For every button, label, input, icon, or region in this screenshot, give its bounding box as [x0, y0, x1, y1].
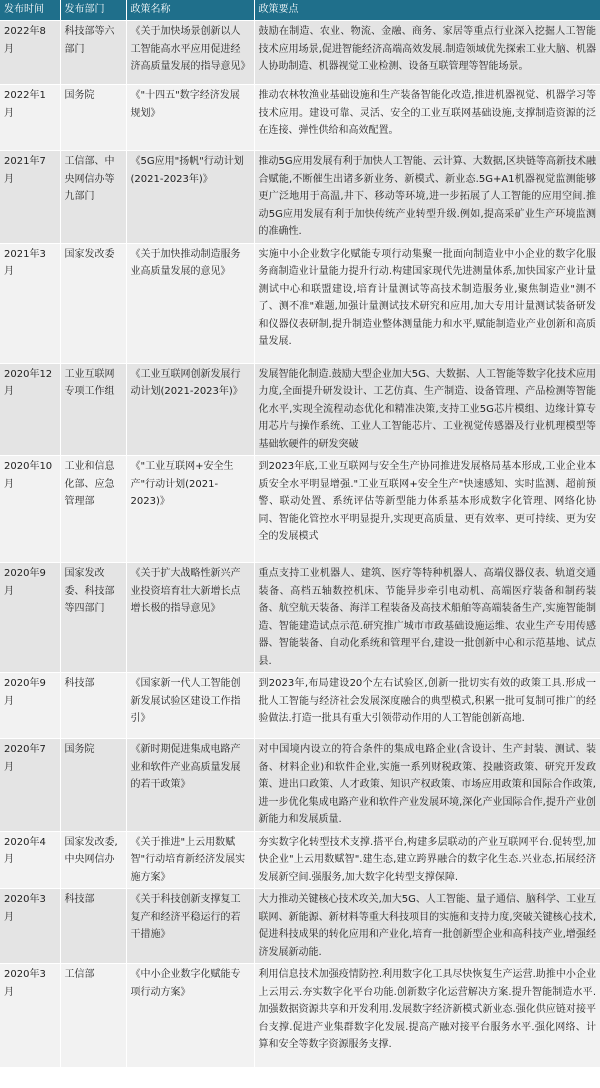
cell-date: 2020年10月 — [0, 456, 60, 563]
cell-dept: 工信部 — [60, 964, 126, 1067]
cell-policy-name: 《中小企业数字化赋能专项行动方案》 — [126, 964, 254, 1067]
cell-policy-name: 《新时期促进集成电路产业和软件产业高质量发展的若干政策》 — [126, 739, 254, 832]
header-policy-points: 政策要点 — [254, 0, 600, 21]
cell-dept: 科技部 — [60, 889, 126, 964]
cell-policy-points: 对中国境内设立的符合条件的集成电路企业(含设计、生产封装、测试、装备、材料企业)和软件企业,实施一系列财税政策、投融资政策、研究开发政策、进出口政策、人才政策、知识产权政策、市场应用政策和国际合作政策,进一步优化集成电路产业和软件产业发展环境,深化产业国际合作,提升产业创新能力和发展质量. — [254, 739, 600, 832]
cell-date: 2022年8月 — [0, 21, 60, 85]
cell-policy-points: 重点支持工业机器人、建筑、医疗等特种机器人、高端仪器仪表、轨道交通装备、高档五轴数控机床、节能异步牵引电动机、高端医疗装备和制药装备、航空航天装备、海洋工程装备及高技术船舶等高端装备生产,实施智能制造、智能建造试点示范.研究推广城市市政基础设施运维、农业生产专用传感器、智能装备、自动化系统和管理平台,建设一批创新中心和示范基地、试点县. — [254, 563, 600, 673]
cell-policy-name: 《关于扩大战略性新兴产业投资培育壮大新增长点增长极的指导意见》 — [126, 563, 254, 673]
cell-policy-points: 大力推动关键核心技术攻关,加大5G、人工智能、量子通信、脑科学、工业互联网、新能源、新材料等重大科技项目的实施和支持力度,突破关键核心技术,促进科技成果的转化应用和产业化,培育一批创新型企业和高科技产业,增强经济发展新动能. — [254, 889, 600, 964]
cell-policy-points: 实施中小企业数字化赋能专项行动集聚一批面向制造业中小企业的数字化服务商制造业计量能力提升行动.构建国家现代先进测量体系,加快国家产业计量测试中心和联盟建设,培育计量测试等高技术制造服务业,聚焦制造业"测不了、测不准"难题,加强计量测试技术研究和应用,加大专用计量测试装备研发和仪器仪表研制,提升制造业整体测量能力和水平,赋能制造业产业创新和高质量发展. — [254, 243, 600, 363]
table-row — [0, 563, 600, 673]
cell-dept: 国家发改委 — [60, 243, 126, 363]
header-policy-name: 政策名称 — [126, 0, 254, 21]
cell-dept: 工业和信息化部、应急管理部 — [60, 456, 126, 563]
cell-policy-name: 《5G应用"扬帆"行动计划(2021-2023年)》 — [126, 151, 254, 244]
table-row — [0, 151, 600, 244]
cell-policy-name: 《"十四五"数字经济发展规划》 — [126, 85, 254, 151]
cell-policy-points: 到2023年,布局建设20个左右试验区,创新一批切实有效的政策工具.形成一批人工智能与经济社会发展深度融合的典型模式,积累一批可复制可推广的经验做法.打造一批具有重大引领带动作用的人工智能创新高地. — [254, 673, 600, 739]
cell-policy-points: 推动农林牧渔业基础设施和生产装备智能化改造,推进机器视觉、机器学习等技术应用。建设可靠、灵活、安全的工业互联网基础设施,支撑制造资源的泛在连接、弹性供给和高效配置。 — [254, 85, 600, 151]
table-row — [0, 21, 600, 85]
table-row — [0, 739, 600, 832]
cell-policy-name: 《关于加快场景创新以人工智能高水平应用促进经济高质量发展的指导意见》 — [126, 21, 254, 85]
cell-policy-name: 《关于推进"上云用数赋智"行动培育新经济发展实施方案》 — [126, 831, 254, 889]
cell-policy-points: 鼓励在制造、农业、物流、金融、商务、家居等重点行业深入挖掘人工智能技术应用场景,促进智能经济高端高效发展.制造领域优先探索工业大脑、机器人协助制造、机器视觉工业检测、设备互联管理等智能场景。 — [254, 21, 600, 85]
table-row — [0, 85, 600, 151]
cell-date: 2020年9月 — [0, 673, 60, 739]
cell-date: 2020年3月 — [0, 964, 60, 1067]
cell-dept: 工信部、中央网信办等九部门 — [60, 151, 126, 244]
header-dept: 发布部门 — [60, 0, 126, 21]
cell-dept: 工业互联网专项工作组 — [60, 363, 126, 456]
cell-dept: 国家发改委,中央网信办 — [60, 831, 126, 889]
cell-dept: 国务院 — [60, 739, 126, 832]
table-row — [0, 889, 600, 964]
table-row — [0, 831, 600, 889]
table-row — [0, 673, 600, 739]
cell-date: 2021年7月 — [0, 151, 60, 244]
cell-policy-points: 利用信息技术加强疫情防控.利用数字化工具尽快恢复生产运营.助推中小企业上云用云.夯实数字化平台功能.创新数字化运营解决方案.提升智能制造水平.加强数据资源共享和开发利用.发展数字经济新模式新业态.强化供应链对接平台支撑.促进产业集群数字化发展.提高产融对接平台服务水平.强化网络、计算和安全等数字资源服务支撑. — [254, 964, 600, 1067]
cell-dept: 科技部 — [60, 673, 126, 739]
table-row — [0, 243, 600, 363]
cell-date: 2020年7月 — [0, 739, 60, 832]
cell-policy-points: 发展智能化制造.鼓励大型企业加大5G、大数据、人工智能等数字化技术应用力度,全面提升研发设计、工艺仿真、生产制造、设备管理、产品检测等智能化水平,实现全流程动态优化和精准决策,支持工业5G芯片模组、边缘计算专用芯片与操作系统、工业人工智能芯片、工业视觉传感器及行业机理模型等基础软硬件的研发突破 — [254, 363, 600, 456]
cell-policy-name: 《关于加快推动制造服务业高质量发展的意见》 — [126, 243, 254, 363]
header-date: 发布时间 — [0, 0, 60, 21]
cell-date: 2021年3月 — [0, 243, 60, 363]
table-row — [0, 964, 600, 1067]
cell-date: 2020年4月 — [0, 831, 60, 889]
cell-date: 2020年3月 — [0, 889, 60, 964]
cell-date: 2020年12月 — [0, 363, 60, 456]
cell-policy-points: 推动5G应用发展有利于加快人工智能、云计算、大数据,区块链等高新技术融合赋能,不断催生出诸多新业务、新模式、新业态.5G+A1机器视觉监测能够更广泛地用于高温,井下、移动等环境,进一步拓展了人工智能的应用空间.推动5G应用发展有利于加快传统产业转型升级.例如,提高采矿业生产环境监测的准确性. — [254, 151, 600, 244]
cell-policy-name: 《关于科技创新支撑复工复产和经济平稳运行的若干措施》 — [126, 889, 254, 964]
table-row — [0, 363, 600, 456]
table-header-row — [0, 0, 600, 21]
cell-dept: 国家发改委、科技部等四部门 — [60, 563, 126, 673]
table-row — [0, 456, 600, 563]
cell-policy-name: 《国家新一代人工智能创新发展试验区建设工作指引》 — [126, 673, 254, 739]
cell-date: 2020年9月 — [0, 563, 60, 673]
cell-policy-points: 夯实数字化转型技术支撑.搭平台,构建多层联动的产业互联网平台.促转型,加快企业"上云用数赋智".建生态,建立跨界融合的数字化生态.兴业态,拓展经济发展新空间.强服务,加大数字化转型支撑保障. — [254, 831, 600, 889]
cell-policy-name: 《"工业互联网+安全生产"行动计划(2021-2023)》 — [126, 456, 254, 563]
cell-dept: 科技部等六部门 — [60, 21, 126, 85]
cell-policy-points: 到2023年底,工业互联网与安全生产协同推进发展格局基本形成,工业企业本质安全水平明显增强."工业互联网+安全生产"快速感知、实时监测、超前预警、联动处置、系统评估等新型能力体系基本形成数字化管理、网络化协同、智能化管控水平明显提升,实现更高质量、更有效率、更可持续、更为安全的发展模式 — [254, 456, 600, 563]
cell-policy-name: 《工业互联网创新发展行动计划(2021-2023年)》 — [126, 363, 254, 456]
cell-date: 2022年1月 — [0, 85, 60, 151]
cell-dept: 国务院 — [60, 85, 126, 151]
